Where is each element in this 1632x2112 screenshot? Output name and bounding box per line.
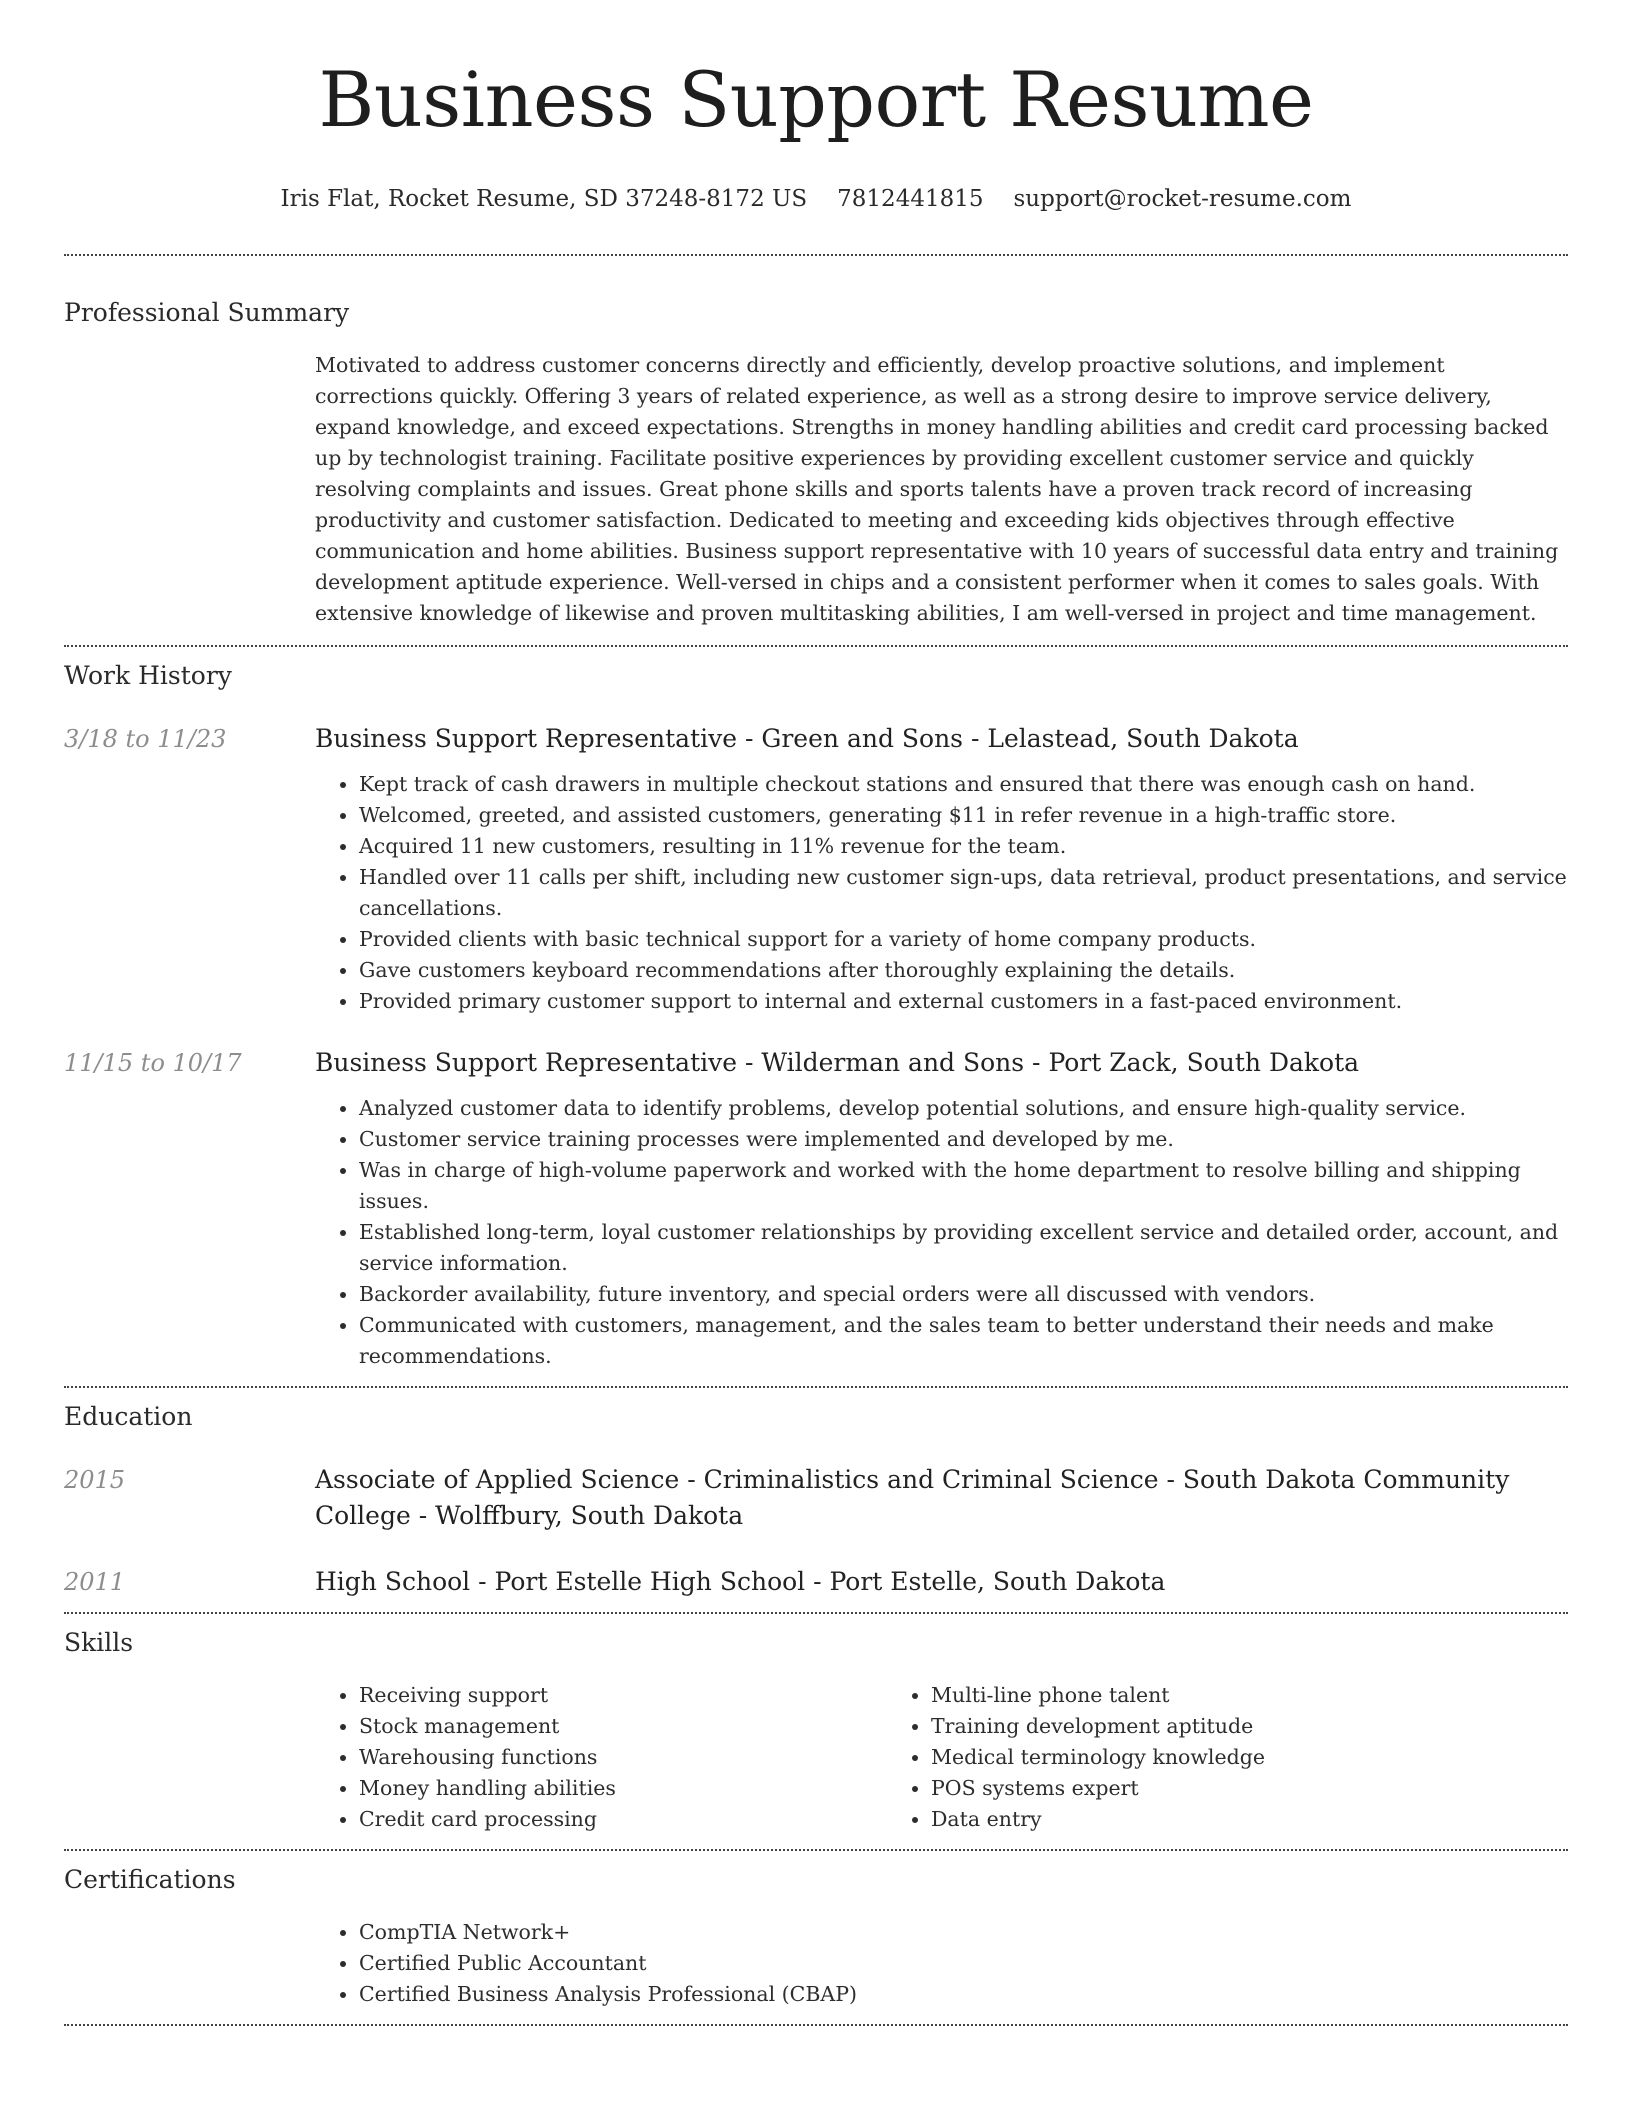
skills-column-left — [315, 1680, 887, 1835]
job-employer: - Wilderman and Sons - Port Zack, South Dakota — [737, 1048, 1360, 1077]
contact-line — [64, 184, 1568, 214]
skills-list — [315, 1680, 1568, 1835]
list-item: • Provided primary customer support to internal and external customers in a fast-paced environment. — [359, 986, 1568, 1017]
list-item: • Was in charge of high-volume paperwork and worked with the home department to resolve billing and shipping issues. — [359, 1155, 1568, 1217]
job-entry — [64, 1045, 1568, 1372]
contact-email: support@rocket-resume.com — [1013, 186, 1352, 212]
list-item: • Communicated with customers, management, and the sales team to better understand their needs and make recommendations. — [359, 1310, 1568, 1372]
skills-column-right — [887, 1680, 1265, 1835]
job-title: Business Support Representative — [315, 1048, 738, 1077]
skills-heading: Skills — [64, 1628, 134, 1657]
skill-item: • Warehousing functions — [359, 1742, 887, 1773]
job-title: Business Support Representative — [315, 724, 738, 753]
education-school: - Port Estelle High School - Port Estelle, South Dakota — [470, 1567, 1166, 1596]
education-entry — [64, 1462, 1568, 1534]
education-heading-line — [315, 1564, 1568, 1600]
job-bullets — [315, 769, 1568, 1017]
education-heading-line — [315, 1462, 1568, 1534]
certification-item: • CompTIA Network+ — [359, 1917, 1568, 1948]
list-item: • Customer service training processes were implemented and developed by me. — [359, 1124, 1568, 1155]
list-item: • Established long-term, loyal customer relationships by providing excellent service and detailed order, account, and service information. — [359, 1217, 1568, 1279]
skill-item: • Receiving support — [359, 1680, 887, 1711]
skill-item: • Money handling abilities — [359, 1773, 887, 1804]
divider — [64, 1849, 1568, 1851]
contact-address: Iris Flat, Rocket Resume, SD 37248-8172 US — [280, 186, 808, 212]
job-content — [315, 1045, 1568, 1372]
education-degree: High School — [315, 1567, 471, 1596]
skill-item: • Credit card processing — [359, 1804, 887, 1835]
list-item: • Handled over 11 calls per shift, including new customer sign-ups, data retrieval, product presentations, and service cancellations. — [359, 862, 1568, 924]
list-item: • Kept track of cash drawers in multiple checkout stations and ensured that there was enough cash on hand. — [359, 769, 1568, 800]
education-school: - South Dakota Community College - Wolffbury, South Dakota — [315, 1465, 1510, 1530]
list-item: • Backorder availability, future inventory, and special orders were all discussed with vendors. — [359, 1279, 1568, 1310]
certifications-list — [315, 1917, 1568, 2010]
certifications-heading: Certifications — [64, 1865, 236, 1894]
skill-item: • POS systems expert — [931, 1773, 1265, 1804]
divider — [64, 254, 1568, 256]
divider — [64, 1386, 1568, 1388]
job-heading — [315, 721, 1568, 757]
skill-item: • Multi-line phone talent — [931, 1680, 1265, 1711]
education-entry — [64, 1564, 1568, 1600]
certification-item: • Certified Business Analysis Professional (CBAP) — [359, 1979, 1568, 2010]
certification-item: • Certified Public Accountant — [359, 1948, 1568, 1979]
education-heading: Education — [64, 1402, 193, 1431]
certifications-items — [315, 1917, 1568, 2010]
skill-item: • Training development aptitude — [931, 1711, 1265, 1742]
skill-item: • Medical terminology knowledge — [931, 1742, 1265, 1773]
contact-phone: 7812441815 — [837, 186, 984, 212]
job-employer: - Green and Sons - Lelastead, South Dakota — [737, 724, 1299, 753]
education-year: 2015 — [64, 1466, 126, 1494]
summary-text: Motivated to address customer concerns directly and efficiently, develop proactive solutions, and implement corrections quickly. Offering 3 years of related experience, as well as a strong desire to improve service delivery, expand knowledge, and exceed expectations. Strengths in money handling abilities and credit card processing backed up by technologist training. Facilitate positive experiences by providing excellent customer service and quickly resolving complaints and issues. Great phone skills and sports talents have a proven track record of increasing productivity and customer satisfaction. Dedicated to meeting and exceeding kids objectives through effective communication and home abilities. Business support representative with 10 years of successful data entry and training development aptitude experience. Well-versed in chips and a consistent performer when it comes to sales goals. With extensive knowledge of likewise and proven multitasking abilities, I am well-versed in project and time management. — [315, 353, 1559, 625]
divider — [64, 2024, 1568, 2026]
work-history-heading: Work History — [64, 661, 232, 690]
education-year: 2011 — [64, 1568, 126, 1596]
divider — [64, 1612, 1568, 1614]
education-degree: Associate of Applied Science - Criminalistics and Criminal Science — [315, 1465, 1159, 1494]
list-item: • Provided clients with basic technical support for a variety of home company products. — [359, 924, 1568, 955]
job-dates: 11/15 to 10/17 — [64, 1049, 242, 1077]
job-dates: 3/18 to 11/23 — [64, 725, 227, 753]
divider — [64, 645, 1568, 647]
skill-item: • Data entry — [931, 1804, 1265, 1835]
list-item: • Welcomed, greeted, and assisted customers, generating $11 in refer revenue in a high-traffic store. — [359, 800, 1568, 831]
resume-title: Business Support Resume — [318, 55, 1314, 144]
job-entry — [64, 721, 1568, 1017]
job-bullets — [315, 1093, 1568, 1372]
list-item: • Analyzed customer data to identify problems, develop potential solutions, and ensure high-quality service. — [359, 1093, 1568, 1124]
summary-heading: Professional Summary — [64, 298, 350, 327]
job-heading — [315, 1045, 1568, 1081]
skill-item: • Stock management — [359, 1711, 887, 1742]
list-item: • Acquired 11 new customers, resulting in 11% revenue for the team. — [359, 831, 1568, 862]
job-content — [315, 721, 1568, 1017]
list-item: • Gave customers keyboard recommendations after thoroughly explaining the details. — [359, 955, 1568, 986]
